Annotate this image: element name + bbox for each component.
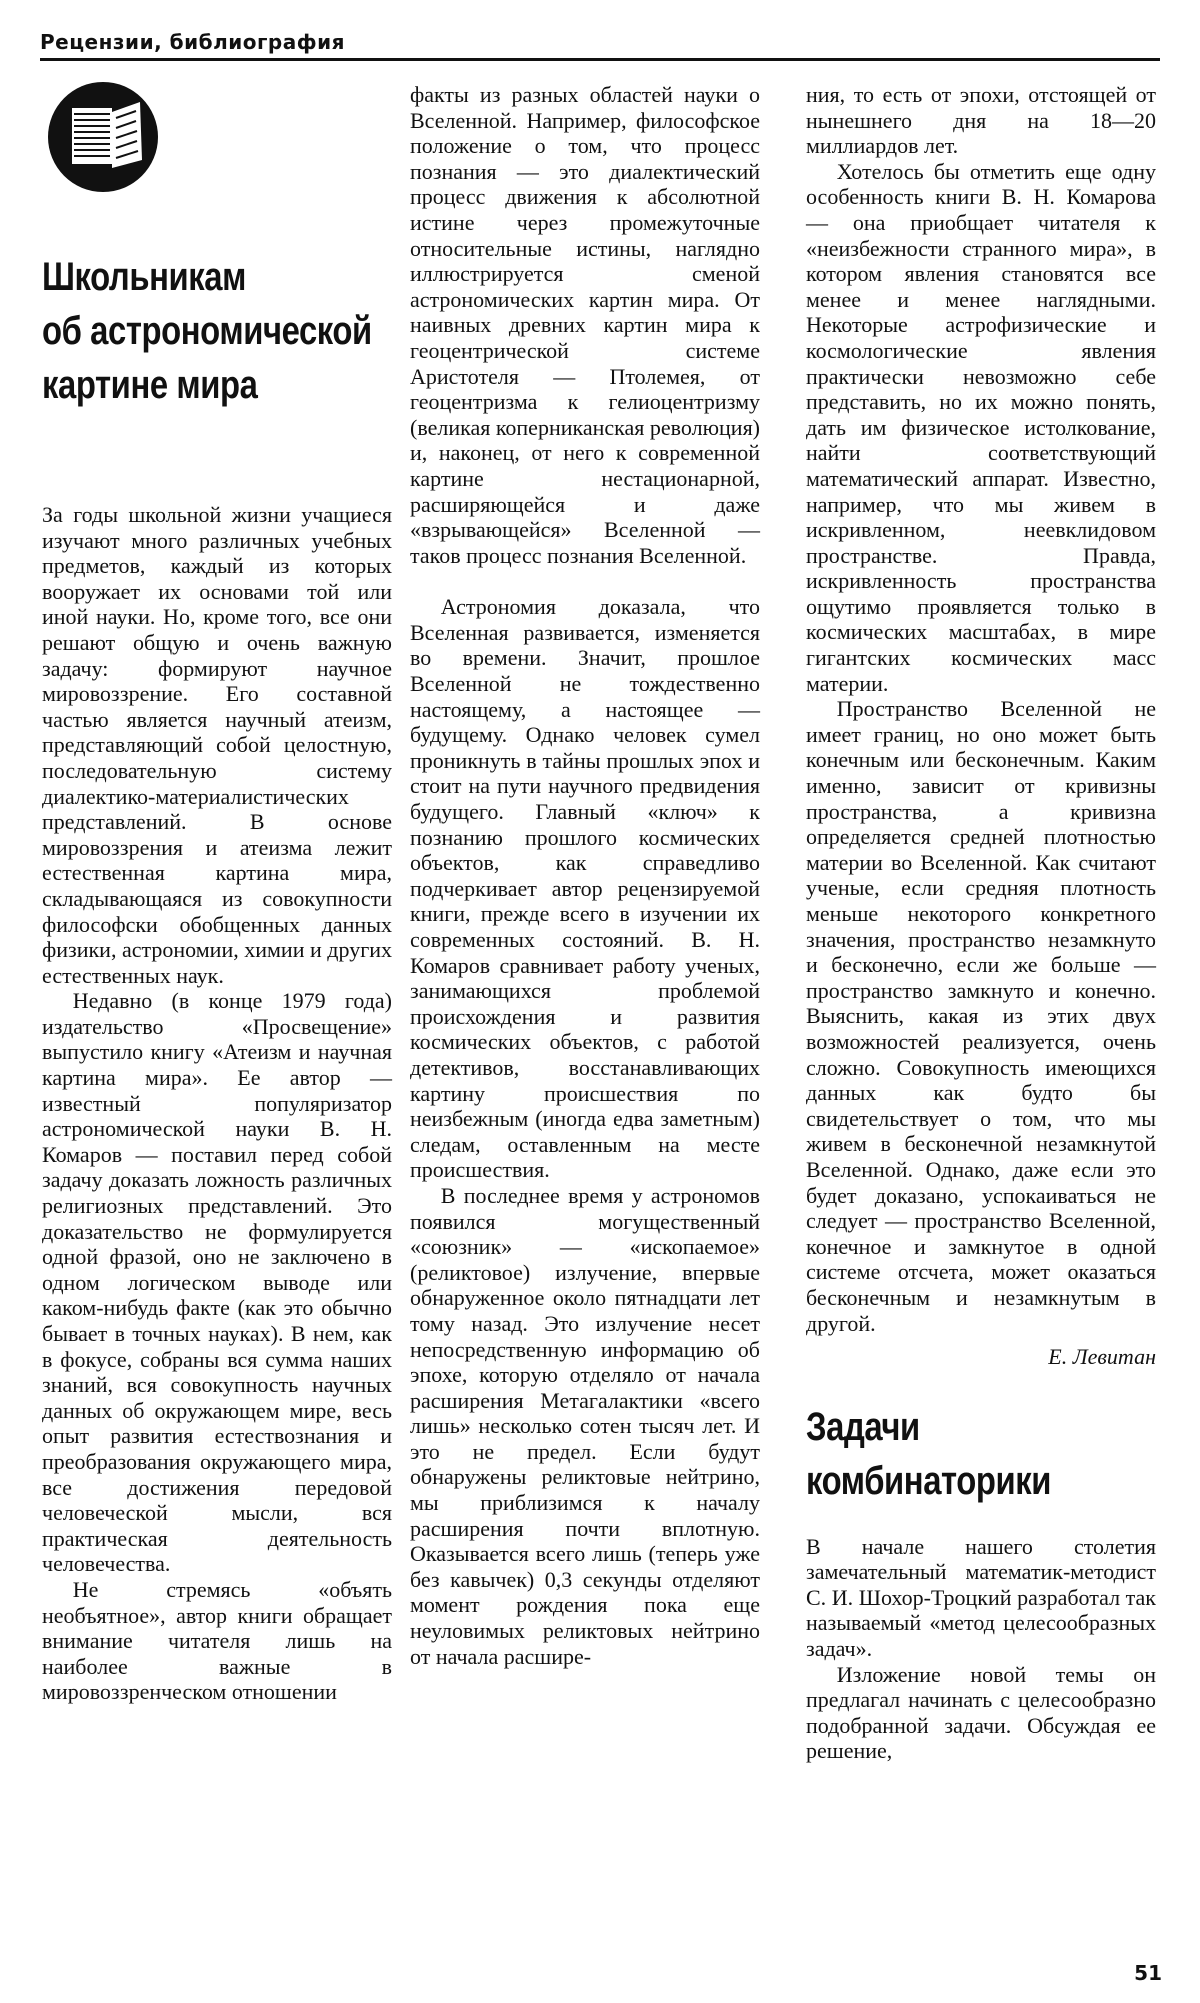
paragraph: Хотелось бы отметить еще одну особенность книги В. Н. Комарова — она приобщает читателя к «неизбежности странного мира», в котором явления становятся все менее и менее наглядными. Некоторые астрофизические и космологические явления практически невозможно себе представить, но их можно понять, дать им физическое истолкование, найти соответствующий математический аппарат. Известно, например, что мы живем в искривленном, неевклидовом пространстве. Правда, искривленность пространства ощутимо проявляется только в космических масштабах, в мире гигантских космических масс материи. <box>806 158 1156 696</box>
article-title <box>806 1400 1093 1508</box>
paragraph: ния, то есть от эпохи, отстоящей от нынешнего дня на 18—20 миллиардов лет. <box>806 82 1156 159</box>
title-line: Задачи <box>806 1404 920 1449</box>
author-signature: Е. Левитан <box>1048 1344 1156 1370</box>
paragraph: Недавно (в конце 1979 года) издательство «Просвещение» выпустило книгу «Атеизм и научная картина мира». Ее автор — известный популяризатор астрономической науки В. Н. Комаров — поставил перед собой задачу доказать ложность различных религиозных представлений. Это доказательство не формулируется одной фразой, оно не заключено в одном логическом выводе или каком-нибудь факте (как это обычно бывает в точных науках). В нем, как в фокусе, собраны вся сумма наших знаний, вся совокупность научных данных об окружающем мире, весь опыт развития естествознания и преобразования окружающего мира, все достижения передовой человеческой мысли, вся практическая деятельность человечества. <box>42 988 392 1577</box>
title-line: об астрономической <box>42 309 372 353</box>
paragraph: Астрономия доказала, что Вселенная развивается, изменяется во времени. Значит, прошлое Вселенной не тождественно настоящему, а настоящее — будущему. Однако человек сумел проникнуть в тайны прошлых эпох и стоит на пути научного предвидения будущего. Главный «ключ» к познанию прошлого космических объектов, как справедливо подчеркивает автор рецензируемой книги, прежде всего в изучении их современных состояний. В. Н. Комаров сравнивает работу ученых, занимающихся проблемой происхождения и развития космических объектов, с работой детективов, восстанавливающих картину происшествия по неизбежным (иногда едва заметным) следам, оставленным на месте происшествия. <box>410 594 760 1183</box>
paragraph: За годы школьной жизни учащиеся изучают много различных учебных предметов, каждый из которых вооружает их основами той или иной науки. Но, кроме того, все они решают общую и очень важную задачу: формируют научное мировоззрение. Его составной частью является научный атеизм, представляющий собой целостную, последовательную систему диалектико-материалистических представлений. В основе мировоззрения и атеизма лежит естественная картина мира, складывающаяся из совокупности философски обобщенных данных физики, астрономии, химии и других естественных наук. <box>42 502 392 988</box>
section-label: Рецензии, библиография <box>40 30 345 54</box>
title-line: комбинаторики <box>806 1458 1052 1503</box>
paragraph: Не стремясь «объять необъятное», автор книги обращает внимание читателя лишь на наиболее важные в мировоззренческом отношении <box>42 1576 392 1705</box>
page-header <box>40 30 1160 61</box>
paragraph: В начале нашего столетия замечательный математик-методист С. И. Шохор-Троцкий разработал так называемый «метод целесообразных задач». <box>806 1533 1156 1662</box>
paragraph: Изложение новой темы он предлагал начинать с целесообразно подобранной задачи. Обсуждая ее решение, <box>806 1661 1156 1764</box>
column-3 <box>806 82 1156 1764</box>
paragraph: В последнее время у астрономов появился могущественный «союзник» — «ископаемое» (реликтовое) излучение, впервые обнаруженное около пятнадцати лет тому назад. Это излучение несет непосредственную информацию об эпохе, которую отделяло от начала расширения Метагалактики «всего лишь» несколько сотен тысяч лет. И это не предел. Если будут обнаружены реликтовые нейтрино, мы приблизимся к началу расширения почти вплотную. Оказывается всего лишь (теперь уже без кавычек) 0,3 секунды отделяют момент рождения пока еще неуловимых реликтовых нейтрино от начала расшире- <box>410 1182 760 1669</box>
paragraph: факты из разных областей науки о Вселенной. Например, философское положение о том, что процесс познания — это диалектический процесс движения к абсолютной истине через промежуточные относительные истины, наглядно иллюстрируется сменой астрономических картин мира. От наивных древних картин мира к геоцентрической системе Аристотеля — Птолемея, от геоцентризма к гелиоцентризму (великая коперниканская революция) и, наконец, от него к современной картине нестационарной, расширяющейся и даже «взрывающейся» Вселенной — таков процесс познания Вселенной. <box>410 82 761 568</box>
book-circle-icon <box>44 78 162 196</box>
article-title <box>42 250 372 412</box>
title-line: картине мира <box>42 363 258 407</box>
paragraph: Пространство Вселенной не имеет границ, но оно может быть конечным или бесконечным. Каким именно, зависит от кривизны пространства, а кривизна определяется средней плотностью материи во Вселенной. Как считают ученые, если средняя плотность меньше некоторого конкретного значения, пространство незамкнуто и бесконечно, если же больше — пространство замкнуто и конечно. Выяснить, какая из этих двух возможностей реализуется, очень сложно. Совокупность имеющихся данных как будто бы свидетельствует о том, что мы живем в бесконечной незамкнутой Вселенной. Однако, даже если это будет доказано, успокаиваться не следует — пространство Вселенной, конечное и замкнутое в одной системе отсчета, может оказаться бесконечным и незамкнутым в другой. <box>806 696 1156 1336</box>
title-line: Школьникам <box>42 255 246 299</box>
column-1 <box>42 250 392 1705</box>
page-number: 51 <box>1134 1961 1162 1985</box>
column-2 <box>410 82 760 1669</box>
